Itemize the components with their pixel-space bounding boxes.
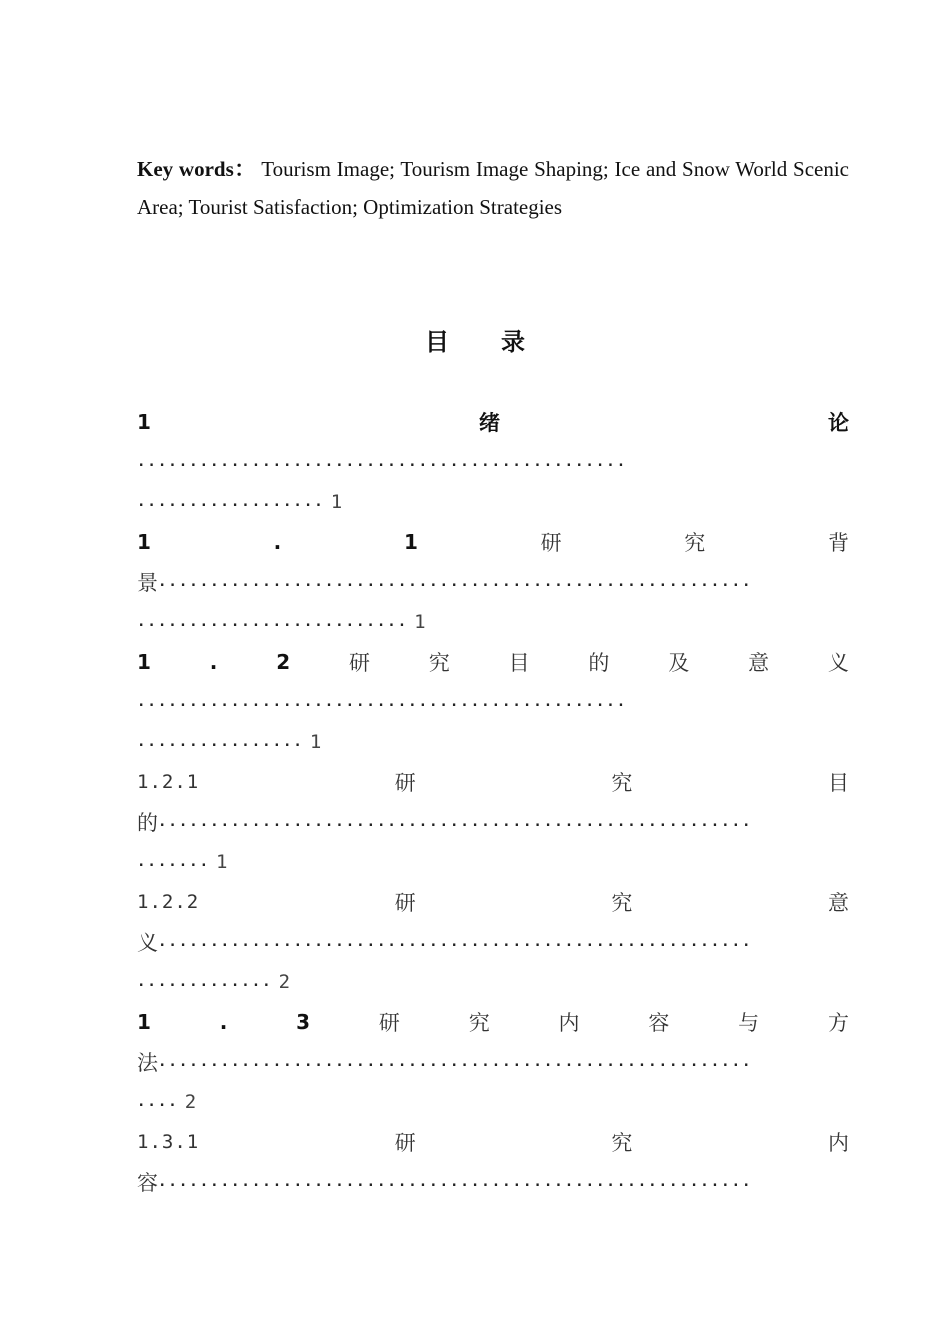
toc-entry-1-1-page-line: .......................... 1 bbox=[137, 611, 426, 633]
toc-entry-1-1-leader: 景 ......................................................... bbox=[137, 571, 753, 595]
toc-entry-1-2-2-heading[interactable]: 1.2.2 研 究 意 bbox=[137, 891, 849, 915]
toc-entry-1-2-1-leader: 的 ......................................................... bbox=[137, 811, 753, 835]
toc-title: 目录 bbox=[425, 328, 577, 356]
toc-entry-1-leader: ............................................... bbox=[137, 454, 628, 470]
toc-entry-1-3-page-line: .... 2 bbox=[137, 1091, 197, 1113]
page-number: 2 bbox=[278, 971, 291, 993]
toc-entry-1-2-2-page-line: ............. 2 bbox=[137, 971, 291, 993]
toc-entry-1-1-heading[interactable]: 1 . 1 研 究 背 bbox=[137, 530, 849, 555]
keywords-paragraph bbox=[137, 150, 849, 226]
keywords-text: Tourism Image; Tourism Image Shaping; Ice and Snow World Scenic Area; Tourist Satisfaction; Optimization Strategies bbox=[137, 157, 849, 219]
page-number: 1 bbox=[330, 491, 343, 513]
page-number: 1 bbox=[414, 611, 426, 633]
toc-entry-1-3-heading[interactable]: 1 . 3 研 究 内 容 与 方 bbox=[137, 1010, 849, 1035]
toc-entry-1-2-heading[interactable]: 1 . 2 研 究 目 的 及 意 义 bbox=[137, 650, 849, 675]
page-number: 1 bbox=[309, 731, 322, 753]
toc-entry-1-page-line: .................. 1 bbox=[137, 491, 343, 513]
toc-entry-1-3-leader: 法 ......................................................... bbox=[137, 1051, 753, 1075]
toc-entry-1-3-1-heading[interactable]: 1.3.1 研 究 内 bbox=[137, 1131, 849, 1155]
toc-entry-1-2-1-heading[interactable]: 1.2.1 研 究 目 bbox=[137, 771, 849, 795]
page-number: 2 bbox=[184, 1091, 197, 1113]
toc-entry-1-2-leader: ............................................... bbox=[137, 694, 628, 710]
table-of-contents bbox=[137, 402, 849, 1202]
toc-entry-1-2-2-leader: 义 ......................................................... bbox=[137, 931, 753, 955]
page-number: 1 bbox=[216, 851, 228, 873]
keywords-label: Key words： bbox=[137, 157, 256, 181]
toc-entry-1-2-1-page-line: ....... 1 bbox=[137, 851, 228, 873]
toc-entry-1-heading[interactable]: 1 绪 论 bbox=[137, 410, 849, 435]
toc-entry-1-3-1-leader: 容 ......................................................... bbox=[137, 1171, 753, 1195]
toc-entry-1-2-page-line: ................ 1 bbox=[137, 731, 322, 753]
